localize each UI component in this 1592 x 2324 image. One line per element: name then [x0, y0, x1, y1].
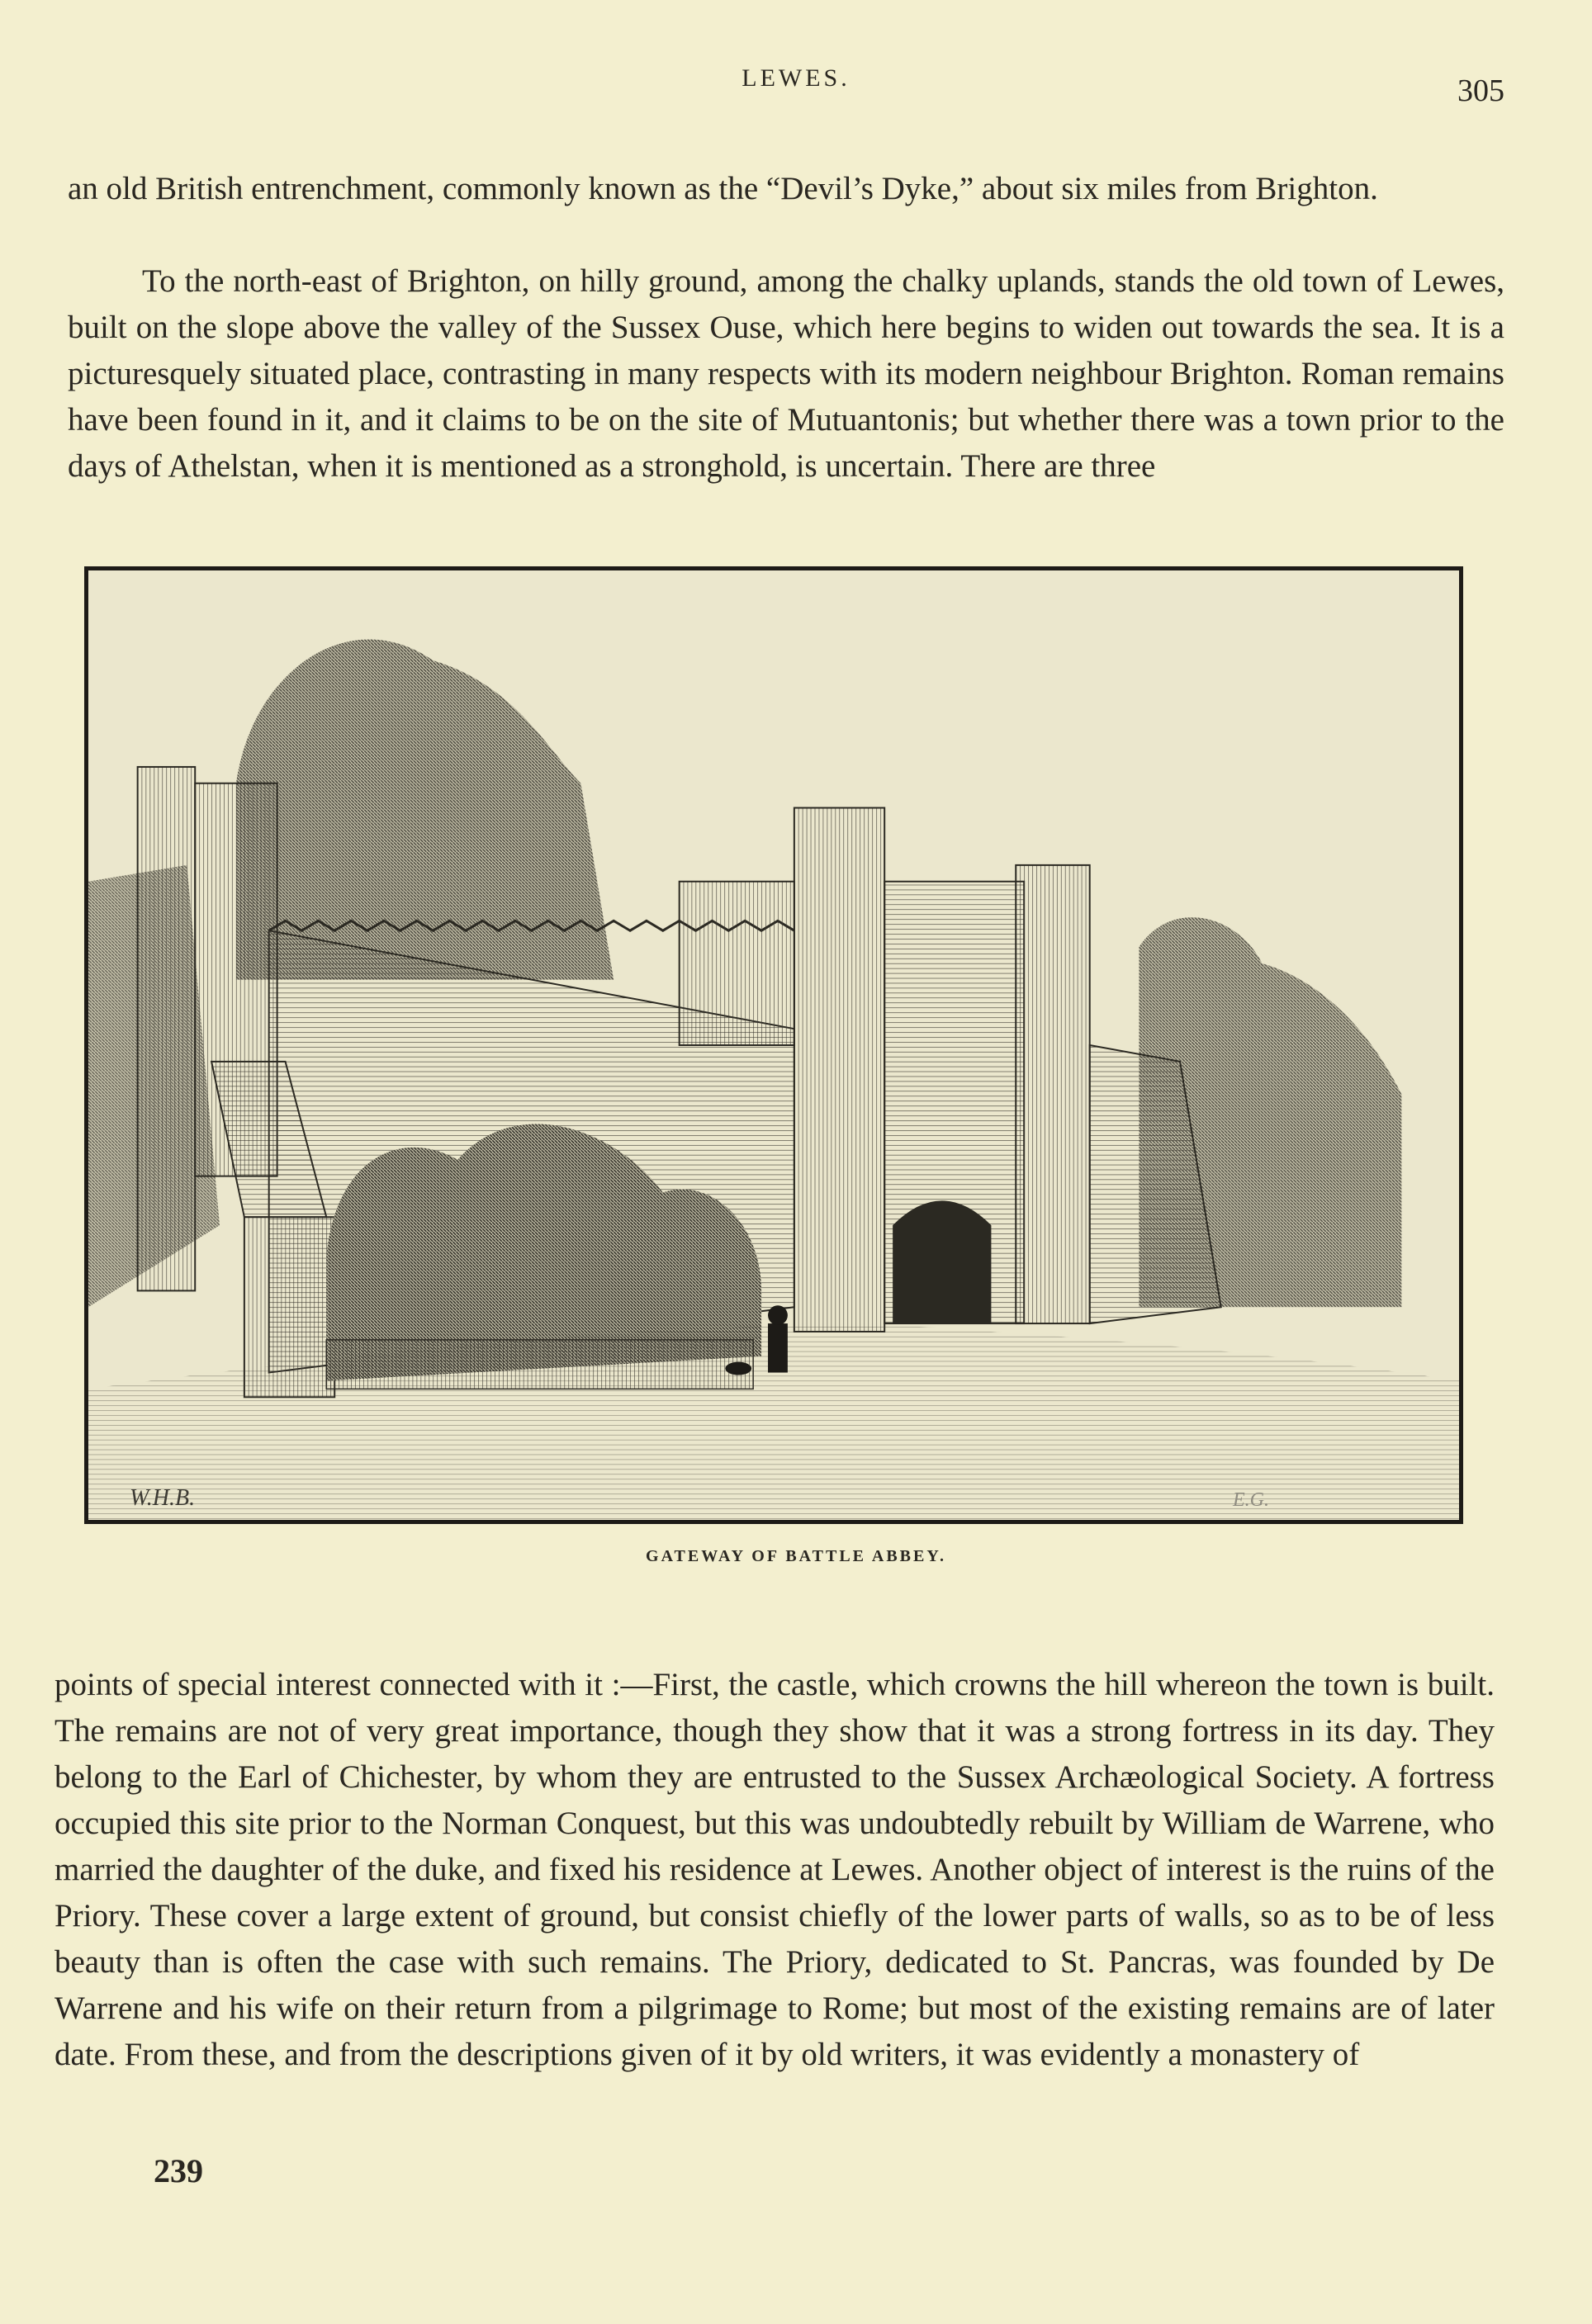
running-header: LEWES.: [742, 64, 850, 92]
paragraph-3: points of special interest connected with it :—First, the castle, which crowns the hill whereon the town is built. The remains are not of very great importance, though they show that it was a strong fortress in its day. They belong to the Earl of Chichester, by whom they are entrusted to the Sussex Archæological Society. A fortress occupied this site prior to the Norman Conquest, but this was undoubtedly rebuilt by William de Warrene, who married the daughter of the duke, and fixed his residence at Lewes. Another object of interest is the ruins of the Priory. These cover a large extent of ground, but consist chiefly of the lower parts of walls, so as to be of less beauty than is often the case with such remains. The Priory, dedicated to St. Pancras, was founded by De Warrene and his wife on their return from a pilgrimage to Rome; but most of the existing remains are of later date. From these, and from the descriptions given of it by old writers, it was evidently a monastery of: [54, 1667, 1495, 2072]
paragraph-1: an old British entrenchment, commonly known as the “Devil’s Dyke,” about six miles from Brighton.: [68, 171, 1378, 206]
artist-signature: E.G.: [1233, 1489, 1269, 1511]
engraving-illustration: [88, 570, 1459, 1520]
engraving-battle-abbey: [84, 566, 1463, 1524]
page-number: 305: [1457, 73, 1504, 108]
signature-mark: 239: [154, 2152, 203, 2189]
paragraph-2: To the north-east of Brighton, on hilly ground, among the chalky uplands, stands the old town of Lewes, built on the slope above the valley of the Sussex Ouse, which here begins to widen out towards the sea. It is a picturesquely situated place, contrasting in many respects with its modern neighbour Brighton. Roman remains have been found in it, and it claims to be on the site of Mutuantonis; but whether there was a town prior to the days of Athelstan, when it is mentioned as a stronghold, is uncertain. There are three: [68, 263, 1504, 484]
figure-caption: GATEWAY OF BATTLE ABBEY.: [646, 1547, 946, 1565]
engraver-signature: W.H.B.: [130, 1485, 196, 1511]
